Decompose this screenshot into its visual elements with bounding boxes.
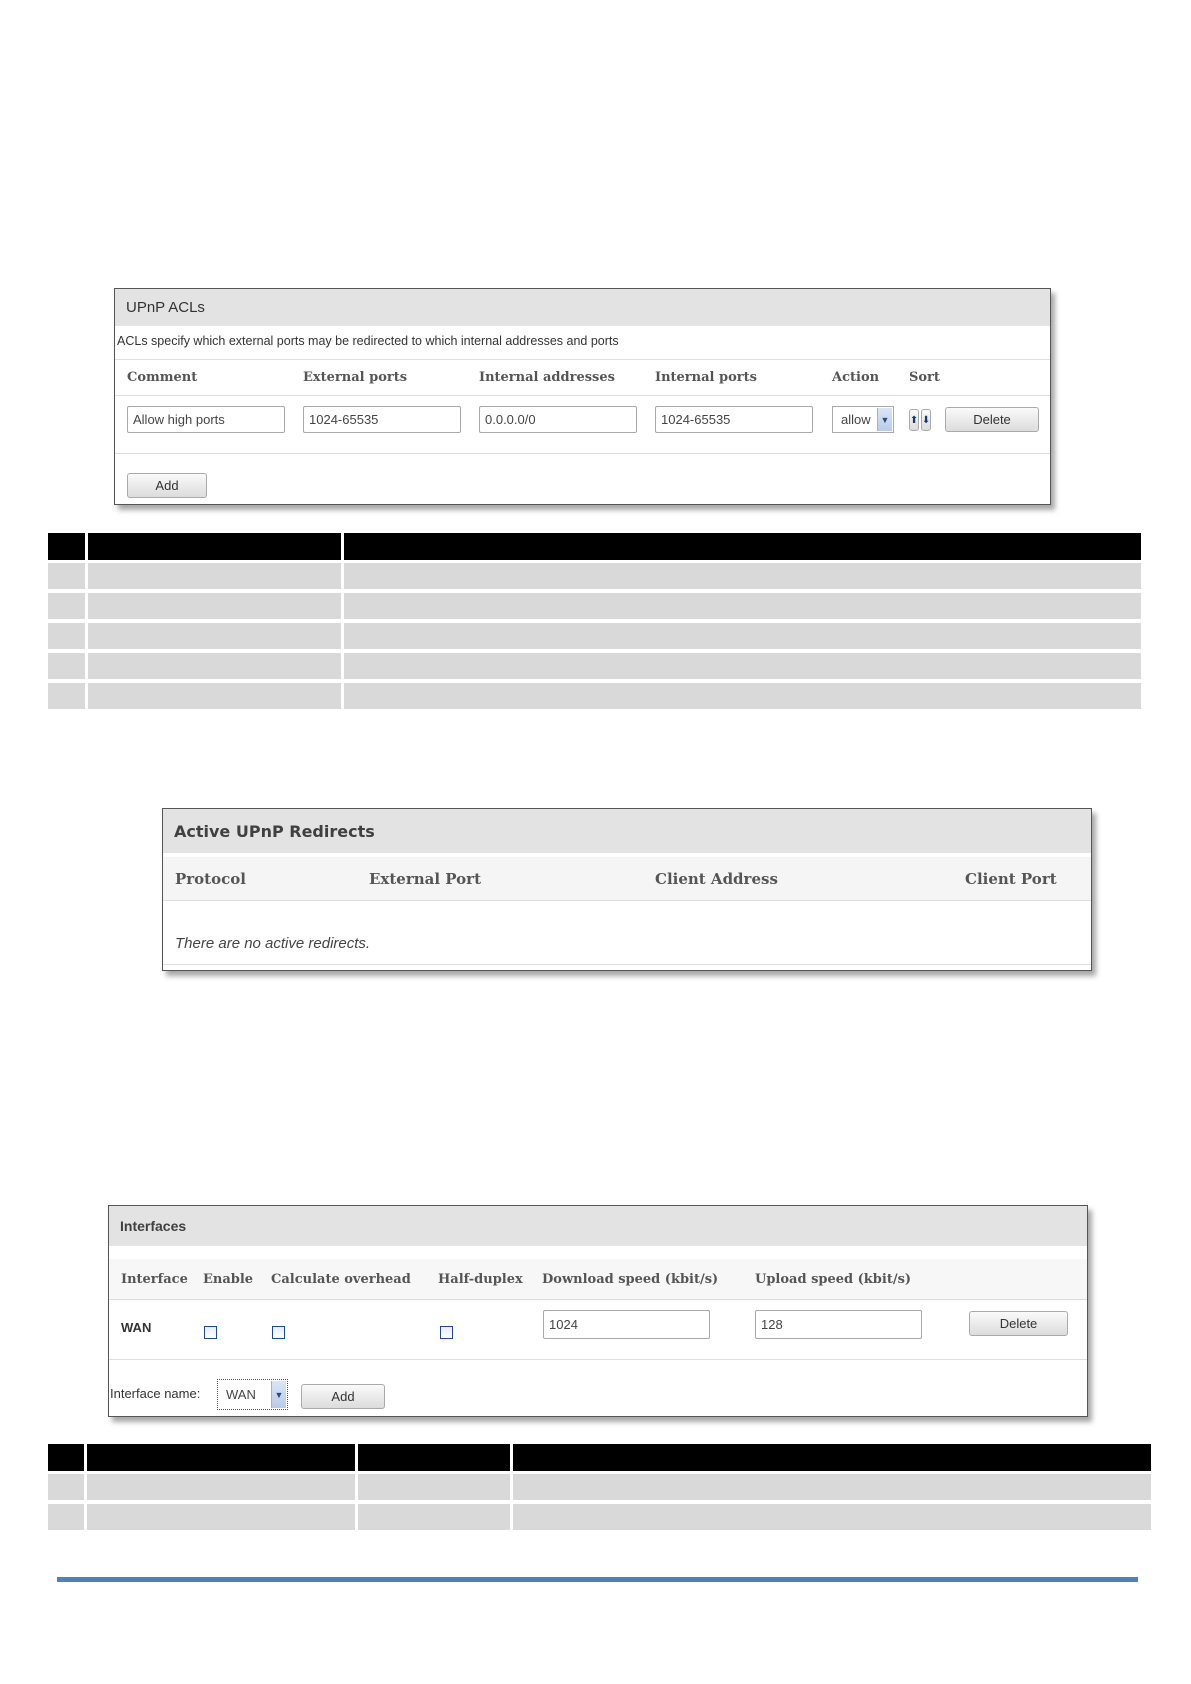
table-header-row: [48, 1444, 1151, 1471]
empty-redirects-message: There are no active redirects.: [175, 935, 371, 952]
interfaces-panel: [108, 1205, 1088, 1417]
table-cell: [358, 1504, 510, 1530]
table-row: [48, 1504, 1151, 1530]
half-duplex-checkbox[interactable]: [440, 1326, 453, 1339]
download-speed-input[interactable]: 1024: [543, 1310, 710, 1339]
table-cell: [48, 623, 85, 649]
divider: [109, 1299, 1087, 1300]
table-cell: [88, 653, 341, 679]
col-client-port: Client Port: [965, 870, 1057, 888]
col-sort: Sort: [909, 370, 940, 385]
table-cell: [88, 623, 341, 649]
table-header-cell: [48, 1444, 84, 1471]
col-internal-addresses: Internal addresses: [479, 370, 615, 385]
table-cell: [48, 1504, 84, 1530]
divider: [115, 395, 1050, 396]
table-cell: [344, 683, 1141, 709]
table-header-row: [48, 533, 1141, 560]
calculate-overhead-checkbox[interactable]: [272, 1326, 285, 1339]
table-row: [48, 1474, 1151, 1500]
col-enable: Enable: [203, 1272, 254, 1287]
col-download-speed: Download speed (kbit/s): [542, 1272, 719, 1287]
upload-speed-input[interactable]: 128: [755, 1310, 922, 1339]
table-cell: [358, 1474, 510, 1500]
table-header-cell: [88, 533, 341, 560]
upnp-acls-description: ACLs specify which external ports may be redirected to which internal addresses and ports: [117, 334, 619, 348]
col-half-duplex: Half-duplex: [438, 1272, 523, 1287]
divider: [115, 453, 1050, 454]
col-action: Action: [832, 370, 880, 385]
delete-button[interactable]: Delete: [945, 407, 1039, 432]
table-cell: [48, 1474, 84, 1500]
external-ports-input[interactable]: 1024-65535: [303, 406, 461, 433]
table-cell: [48, 563, 85, 589]
table-cell: [48, 683, 85, 709]
sort-up-button[interactable]: [909, 409, 919, 431]
col-external-port: External Port: [369, 870, 482, 888]
interfaces-options-table: [48, 1444, 1151, 1534]
col-internal-ports: Internal ports: [655, 370, 757, 385]
table-cell: [344, 563, 1141, 589]
enable-checkbox[interactable]: [204, 1326, 217, 1339]
divider: [109, 1359, 1087, 1360]
table-cell: [513, 1504, 1151, 1530]
acl-options-table: [48, 533, 1141, 711]
table-cell: [344, 593, 1141, 619]
chevron-down-icon[interactable]: ▼: [271, 1381, 286, 1408]
active-redirects-title: Active UPnP Redirects: [163, 809, 1091, 853]
table-cell: [88, 593, 341, 619]
table-cell: [87, 1474, 355, 1500]
table-header-cell: [358, 1444, 510, 1471]
col-interface: Interface: [121, 1272, 188, 1287]
table-cell: [344, 653, 1141, 679]
interfaces-header-row: [109, 1259, 1087, 1299]
upnp-acls-panel: [114, 288, 1051, 505]
action-select-value: allow: [841, 412, 871, 427]
table-header-cell: [344, 533, 1141, 560]
col-external-ports: External ports: [303, 370, 408, 385]
comment-input[interactable]: Allow high ports: [127, 406, 285, 433]
add-button[interactable]: Add: [127, 473, 207, 498]
delete-button[interactable]: Delete: [969, 1311, 1068, 1336]
arrow-down-icon: ⬇: [921, 414, 931, 426]
table-row: [48, 593, 1141, 619]
table-cell: [88, 563, 341, 589]
table-cell: [48, 653, 85, 679]
footer-rule: [57, 1577, 1138, 1582]
divider: [163, 900, 1091, 901]
col-protocol: Protocol: [175, 870, 246, 888]
add-button[interactable]: Add: [301, 1384, 385, 1409]
table-cell: [88, 683, 341, 709]
col-client-address: Client Address: [655, 870, 778, 888]
table-row: [48, 653, 1141, 679]
interfaces-title: Interfaces: [109, 1206, 1087, 1246]
arrow-up-icon: ⬆: [909, 414, 919, 426]
table-cell: [344, 623, 1141, 649]
table-cell: [513, 1474, 1151, 1500]
internal-addresses-input[interactable]: 0.0.0.0/0: [479, 406, 637, 433]
col-calculate-overhead: Calculate overhead: [271, 1272, 411, 1287]
table-row: [48, 683, 1141, 709]
table-cell: [48, 593, 85, 619]
interface-name-label: Interface name:: [110, 1386, 201, 1401]
col-comment: Comment: [127, 370, 198, 385]
internal-ports-input[interactable]: 1024-65535: [655, 406, 813, 433]
col-upload-speed: Upload speed (kbit/s): [755, 1272, 912, 1287]
sort-down-button[interactable]: [921, 409, 931, 431]
interface-name-select-value: WAN: [226, 1387, 256, 1402]
interface-name-cell: WAN: [121, 1320, 152, 1335]
divider: [115, 359, 1050, 360]
table-row: [48, 563, 1141, 589]
table-header-cell: [48, 533, 85, 560]
table-cell: [87, 1504, 355, 1530]
action-select[interactable]: [832, 406, 894, 433]
divider: [163, 964, 1091, 965]
active-redirects-panel: [162, 808, 1092, 971]
chevron-down-icon[interactable]: ▼: [877, 408, 892, 431]
interface-name-select[interactable]: [217, 1379, 288, 1410]
redirects-header-row: [163, 857, 1091, 900]
table-header-cell: [87, 1444, 355, 1471]
table-row: [48, 623, 1141, 649]
upnp-acls-title: UPnP ACLs: [115, 289, 1050, 326]
table-header-cell: [513, 1444, 1151, 1471]
